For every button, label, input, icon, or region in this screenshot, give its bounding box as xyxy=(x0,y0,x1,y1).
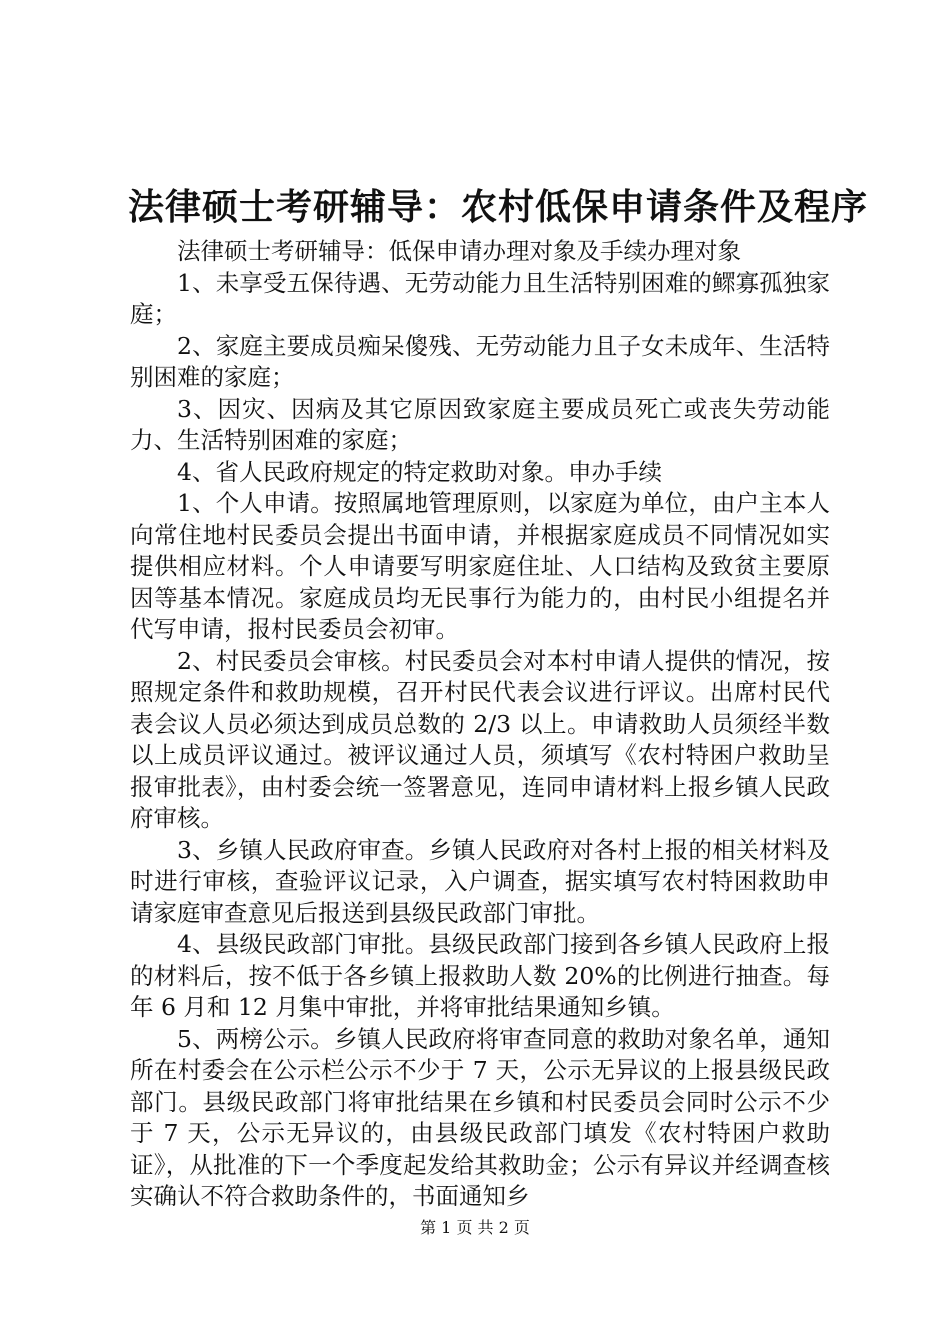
page-number-footer: 第 1 页 共 2 页 xyxy=(420,1218,530,1237)
paragraph-object-2: 2、家庭主要成员痴呆傻残、无劳动能力且子女未成年、生活特别困难的家庭； xyxy=(130,331,830,391)
paragraph-step-1: 1、个人申请。按照属地管理原则，以家庭为单位，由户主本人向常住地村民委员会提出书面申请，并根据家庭成员不同情况如实提供相应材料。个人申请要写明家庭住址、人口结构及致贫主要原因等基本情况。家庭成员均无民事行为能力的，由村民小组提名并代写申请，报村民委员会初审。 xyxy=(130,489,830,643)
paragraph-intro: 法律硕士考研辅导：低保申请办理对象及手续办理对象 xyxy=(177,237,741,265)
paragraph-step-3: 3、乡镇人民政府审查。乡镇人民政府对各村上报的相关材料及时进行审核，查验评议记录，入户调查，据实填写农村特困救助申请家庭审查意见后报送到县级民政部门审批。 xyxy=(130,835,830,927)
paragraph-step-5: 5、两榜公示。乡镇人民政府将审查同意的救助对象名单，通知所在村委会在公示栏公示不少于 7 天，公示无异议的上报县级民政部门。县级民政部门将审批结果在乡镇和村民委员会同时公示不少于 7 天，公示无异议的，由县级民政部门填发《农村特困户救助证》，从批准的下一个季度起发给其救助金；公示有异议并经调查核实确认不符合救助条件的，书面通知乡 xyxy=(130,1024,830,1210)
paragraph-object-3: 3、因灾、因病及其它原因致家庭主要成员死亡或丧失劳动能力、生活特别困难的家庭； xyxy=(130,394,830,454)
document-title: 法律硕士考研辅导：农村低保申请条件及程序 xyxy=(128,186,869,228)
paragraph-object-4: 4、省人民政府规定的特定救助对象。申办手续 xyxy=(177,457,662,486)
paragraph-object-1: 1、未享受五保待遇、无劳动能力且生活特别困难的鳏寡孤独家庭； xyxy=(130,268,830,328)
paragraph-step-2: 2、村民委员会审核。村民委员会对本村申请人提供的情况，按照规定条件和救助规模，召开村民代表会议进行评议。出席村民代表会议人员必须达到成员总数的 2/3 以上。申请救助人员须经半数以上成员评议通过。被评议通过人员，须填写《农村特困户救助呈报审批表》，由村委会统一签署意见，连同申请材料上报乡镇人民政府审核。 xyxy=(130,646,830,832)
paragraph-step-4: 4、县级民政部门审批。县级民政部门接到各乡镇人民政府上报的材料后，按不低于各乡镇上报救助人数 20%的比例进行抽查。每年 6 月和 12 月集中审批，并将审批结果通知乡镇。 xyxy=(130,930,830,1021)
document-body xyxy=(130,236,830,1213)
